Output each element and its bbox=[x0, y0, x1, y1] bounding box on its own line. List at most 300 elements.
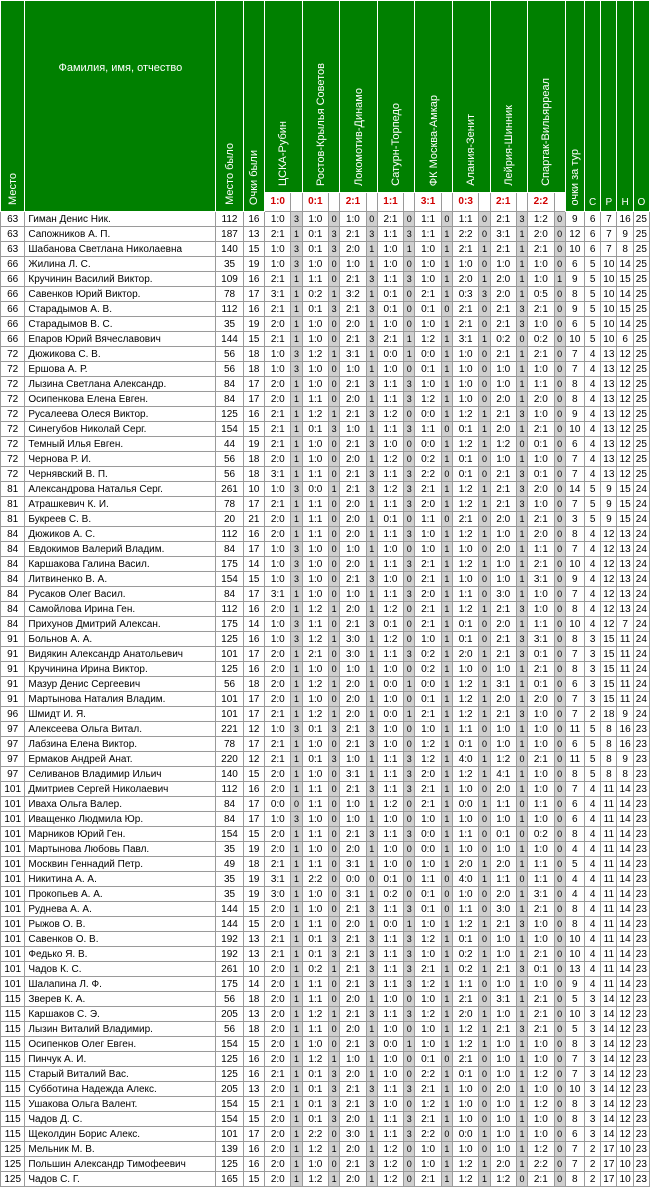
cell-o: 23 bbox=[633, 887, 649, 902]
cell-prediction: 2:1 bbox=[528, 992, 554, 1007]
cell-match-points: 1 bbox=[441, 287, 452, 302]
cell-prediction: 1:0 bbox=[452, 842, 478, 857]
cell-prediction: 0:0 bbox=[452, 797, 478, 812]
cell-prediction: 0:2 bbox=[377, 887, 403, 902]
table-row bbox=[1, 1007, 650, 1022]
cell-prediction: 2:1 bbox=[415, 797, 441, 812]
cell-r: 13 bbox=[601, 392, 617, 407]
cell-prediction: 0:1 bbox=[302, 932, 328, 947]
cell-prediction: 0:1 bbox=[528, 962, 554, 977]
cell-tour-points: 11 bbox=[565, 722, 584, 737]
cell-match-points: 0 bbox=[404, 1172, 415, 1187]
cell-match-points: 0 bbox=[329, 692, 340, 707]
cell-name: Русалеева Олеся Виктор. bbox=[25, 407, 216, 422]
cell-tour-points: 8 bbox=[565, 1037, 584, 1052]
cell-match-points: 0 bbox=[554, 902, 565, 917]
cell-s: 4 bbox=[584, 377, 600, 392]
cell-place-was: 144 bbox=[216, 917, 243, 932]
cell-match-points: 3 bbox=[404, 977, 415, 992]
cell-prediction: 1:0 bbox=[377, 242, 403, 257]
cell-match-points: 1 bbox=[516, 992, 527, 1007]
cell-match-points: 0 bbox=[554, 1082, 565, 1097]
cell-prediction: 2:1 bbox=[265, 707, 291, 722]
cell-match-points: 0 bbox=[329, 1022, 340, 1037]
cell-o: 23 bbox=[633, 767, 649, 782]
cell-s: 3 bbox=[584, 1082, 600, 1097]
cell-prediction: 1:0 bbox=[302, 587, 328, 602]
cell-place-was: 187 bbox=[216, 227, 243, 242]
cell-match-points: 1 bbox=[404, 1037, 415, 1052]
cell-prediction: 0:0 bbox=[377, 677, 403, 692]
cell-place: 101 bbox=[1, 917, 25, 932]
cell-prediction: 2:1 bbox=[528, 557, 554, 572]
cell-prediction: 2:1 bbox=[340, 977, 366, 992]
cell-match-points: 1 bbox=[291, 677, 302, 692]
cell-tour-points: 7 bbox=[565, 347, 584, 362]
cell-n: 13 bbox=[617, 602, 633, 617]
cell-n: 14 bbox=[617, 257, 633, 272]
cell-prediction: 4:0 bbox=[452, 752, 478, 767]
cell-match-points: 3 bbox=[291, 212, 302, 227]
cell-r: 13 bbox=[601, 467, 617, 482]
cell-place-was: 56 bbox=[216, 347, 243, 362]
cell-match-points: 3 bbox=[404, 272, 415, 287]
cell-match-points: 1 bbox=[291, 1142, 302, 1157]
cell-place: 91 bbox=[1, 662, 25, 677]
cell-prediction: 2:0 bbox=[265, 827, 291, 842]
cell-match-points: 1 bbox=[329, 287, 340, 302]
table-row bbox=[1, 452, 650, 467]
cell-n: 14 bbox=[617, 782, 633, 797]
cell-r: 11 bbox=[601, 872, 617, 887]
table-row bbox=[1, 302, 650, 317]
cell-r: 15 bbox=[601, 647, 617, 662]
cell-points-were: 16 bbox=[243, 407, 264, 422]
cell-match-points: 1 bbox=[479, 752, 490, 767]
cell-prediction: 2:2 bbox=[528, 1157, 554, 1172]
cell-prediction: 2:0 bbox=[490, 782, 516, 797]
cell-match-points: 0 bbox=[479, 362, 490, 377]
cell-match-points: 3 bbox=[291, 572, 302, 587]
cell-r: 13 bbox=[601, 347, 617, 362]
cell-match-points: 1 bbox=[441, 812, 452, 827]
cell-tour-points: 5 bbox=[565, 857, 584, 872]
cell-match-points: 3 bbox=[516, 482, 527, 497]
cell-match-points: 1 bbox=[479, 527, 490, 542]
cell-prediction: 1:0 bbox=[377, 317, 403, 332]
cell-match-points: 1 bbox=[516, 512, 527, 527]
cell-prediction: 1:0 bbox=[452, 542, 478, 557]
cell-n: 15 bbox=[617, 512, 633, 527]
cell-match-points: 1 bbox=[479, 332, 490, 347]
cell-prediction: 1:1 bbox=[528, 377, 554, 392]
cell-name: Селиванов Владимир Ильич bbox=[25, 767, 216, 782]
cell-match-points: 1 bbox=[479, 602, 490, 617]
cell-prediction: 0:2 bbox=[452, 962, 478, 977]
cell-prediction: 1:2 bbox=[452, 1022, 478, 1037]
cell-prediction: 3:1 bbox=[490, 227, 516, 242]
cell-points-were: 16 bbox=[243, 782, 264, 797]
cell-prediction: 1:0 bbox=[490, 737, 516, 752]
cell-match-points: 1 bbox=[516, 857, 527, 872]
cell-match-points: 0 bbox=[554, 707, 565, 722]
cell-match-points: 0 bbox=[479, 1112, 490, 1127]
cell-match-points: 3 bbox=[404, 392, 415, 407]
cell-n: 12 bbox=[617, 362, 633, 377]
cell-match-points: 1 bbox=[441, 1067, 452, 1082]
cell-name: Ушакова Ольга Валент. bbox=[25, 1097, 216, 1112]
cell-match-points: 0 bbox=[404, 737, 415, 752]
cell-prediction: 1:1 bbox=[452, 977, 478, 992]
cell-points-were: 14 bbox=[243, 617, 264, 632]
cell-tour-points: 8 bbox=[565, 917, 584, 932]
cell-prediction: 1:0 bbox=[340, 797, 366, 812]
cell-match-points: 1 bbox=[441, 1037, 452, 1052]
cell-tour-points: 9 bbox=[565, 407, 584, 422]
cell-match-points: 0 bbox=[554, 1157, 565, 1172]
cell-prediction: 2:0 bbox=[265, 647, 291, 662]
cell-points-were: 13 bbox=[243, 227, 264, 242]
cell-tour-points: 7 bbox=[565, 692, 584, 707]
cell-prediction: 1:2 bbox=[452, 1172, 478, 1187]
cell-prediction: 1:0 bbox=[490, 932, 516, 947]
cell-tour-points: 9 bbox=[565, 977, 584, 992]
table-row bbox=[1, 587, 650, 602]
cell-prediction: 2:1 bbox=[415, 962, 441, 977]
cell-prediction: 1:2 bbox=[528, 1097, 554, 1112]
cell-prediction: 3:1 bbox=[265, 587, 291, 602]
cell-prediction: 0:0 bbox=[415, 827, 441, 842]
cell-prediction: 0:1 bbox=[452, 617, 478, 632]
cell-match-points: 1 bbox=[479, 917, 490, 932]
cell-name: Мартынова Наталия Владим. bbox=[25, 692, 216, 707]
cell-prediction: 1:0 bbox=[528, 257, 554, 272]
cell-name: Чадов Д. С. bbox=[25, 1112, 216, 1127]
cell-match-points: 0 bbox=[479, 452, 490, 467]
cell-tour-points: 13 bbox=[565, 962, 584, 977]
cell-prediction: 2:1 bbox=[265, 407, 291, 422]
cell-match-points: 0 bbox=[516, 437, 527, 452]
cell-match-points: 0 bbox=[554, 332, 565, 347]
cell-prediction: 1:2 bbox=[377, 1172, 403, 1187]
cell-r: 8 bbox=[601, 737, 617, 752]
cell-match-points: 1 bbox=[441, 317, 452, 332]
cell-match-points: 3 bbox=[516, 602, 527, 617]
cell-o: 23 bbox=[633, 1157, 649, 1172]
cell-o: 23 bbox=[633, 917, 649, 932]
cell-prediction: 2:1 bbox=[265, 332, 291, 347]
cell-place-was: 125 bbox=[216, 662, 243, 677]
cell-o: 24 bbox=[633, 587, 649, 602]
cell-match-points: 0 bbox=[404, 842, 415, 857]
cell-match-points: 1 bbox=[291, 332, 302, 347]
cell-prediction: 0:1 bbox=[452, 737, 478, 752]
cell-match-points: 1 bbox=[441, 722, 452, 737]
cell-o: 24 bbox=[633, 527, 649, 542]
cell-match-points: 0 bbox=[404, 887, 415, 902]
cell-prediction: 1:0 bbox=[265, 557, 291, 572]
cell-name: Субботина Надежда Алекс. bbox=[25, 1082, 216, 1097]
result-match-3: 2:1 bbox=[340, 193, 366, 212]
cell-r: 15 bbox=[601, 632, 617, 647]
cell-prediction: 3:1 bbox=[340, 767, 366, 782]
cell-prediction: 1:1 bbox=[377, 962, 403, 977]
cell-match-points: 0 bbox=[291, 797, 302, 812]
cell-prediction: 1:1 bbox=[377, 527, 403, 542]
cell-tour-points: 7 bbox=[565, 497, 584, 512]
cell-place: 84 bbox=[1, 527, 25, 542]
cell-match-points: 1 bbox=[366, 602, 377, 617]
cell-match-points: 1 bbox=[291, 587, 302, 602]
cell-prediction: 2:0 bbox=[490, 857, 516, 872]
cell-match-points: 1 bbox=[366, 1142, 377, 1157]
cell-prediction: 2:0 bbox=[340, 917, 366, 932]
result-match-7: 2:1 bbox=[490, 193, 516, 212]
cell-match-points: 0 bbox=[479, 902, 490, 917]
cell-name: Чадов К. С. bbox=[25, 962, 216, 977]
cell-o: 25 bbox=[633, 437, 649, 452]
cell-prediction: 2:0 bbox=[265, 692, 291, 707]
cell-prediction: 3:1 bbox=[340, 857, 366, 872]
cell-prediction: 1:1 bbox=[302, 1022, 328, 1037]
cell-prediction: 1:0 bbox=[415, 242, 441, 257]
cell-place: 101 bbox=[1, 872, 25, 887]
cell-match-points: 1 bbox=[291, 932, 302, 947]
cell-points-were: 21 bbox=[243, 512, 264, 527]
cell-prediction: 2:2 bbox=[302, 1127, 328, 1142]
cell-prediction: 1:1 bbox=[377, 782, 403, 797]
cell-match-points: 1 bbox=[516, 977, 527, 992]
cell-match-points: 0 bbox=[479, 782, 490, 797]
cell-prediction: 2:0 bbox=[340, 842, 366, 857]
cell-tour-points: 8 bbox=[565, 527, 584, 542]
cell-o: 25 bbox=[633, 362, 649, 377]
cell-name: Шалапина Л. Ф. bbox=[25, 977, 216, 992]
cell-prediction: 2:1 bbox=[452, 317, 478, 332]
cell-match-points: 3 bbox=[404, 1007, 415, 1022]
cell-prediction: 3:0 bbox=[340, 1127, 366, 1142]
cell-tour-points: 8 bbox=[565, 902, 584, 917]
cell-prediction: 2:1 bbox=[490, 212, 516, 227]
cell-match-points: 0 bbox=[554, 467, 565, 482]
cell-prediction: 1:1 bbox=[302, 617, 328, 632]
cell-s: 5 bbox=[584, 497, 600, 512]
table-row bbox=[1, 257, 650, 272]
cell-name: Москвин Геннадий Петр. bbox=[25, 857, 216, 872]
cell-match-points: 1 bbox=[516, 347, 527, 362]
cell-match-points: 1 bbox=[441, 797, 452, 812]
cell-o: 23 bbox=[633, 1037, 649, 1052]
cell-prediction: 2:1 bbox=[340, 272, 366, 287]
cell-r: 14 bbox=[601, 1022, 617, 1037]
cell-prediction: 1:0 bbox=[490, 257, 516, 272]
cell-prediction: 0:1 bbox=[302, 722, 328, 737]
cell-prediction: 0:0 bbox=[302, 482, 328, 497]
cell-prediction: 2:0 bbox=[265, 902, 291, 917]
cell-place-was: 56 bbox=[216, 1022, 243, 1037]
cell-place: 72 bbox=[1, 362, 25, 377]
cell-tour-points: 9 bbox=[565, 572, 584, 587]
cell-match-points: 1 bbox=[441, 857, 452, 872]
cell-match-points: 1 bbox=[291, 1022, 302, 1037]
cell-match-points: 1 bbox=[441, 917, 452, 932]
col-header-place-was: Место было bbox=[216, 1, 243, 212]
cell-place-was: 154 bbox=[216, 827, 243, 842]
cell-match-points: 0 bbox=[329, 737, 340, 752]
cell-match-points: 0 bbox=[329, 902, 340, 917]
cell-match-points: 1 bbox=[366, 917, 377, 932]
cell-match-points: 1 bbox=[441, 497, 452, 512]
cell-prediction: 1:0 bbox=[528, 407, 554, 422]
cell-prediction: 1:2 bbox=[302, 1172, 328, 1187]
cell-prediction: 2:1 bbox=[415, 602, 441, 617]
table-row bbox=[1, 752, 650, 767]
cell-match-points: 1 bbox=[291, 962, 302, 977]
cell-match-points: 0 bbox=[329, 572, 340, 587]
cell-tour-points: 7 bbox=[565, 452, 584, 467]
cell-prediction: 2:0 bbox=[340, 1142, 366, 1157]
cell-prediction: 0:2 bbox=[415, 452, 441, 467]
cell-match-points: 0 bbox=[404, 1142, 415, 1157]
cell-r: 17 bbox=[601, 1142, 617, 1157]
cell-place: 66 bbox=[1, 272, 25, 287]
cell-s: 5 bbox=[584, 332, 600, 347]
cell-r: 14 bbox=[601, 1007, 617, 1022]
cell-r: 10 bbox=[601, 287, 617, 302]
cell-name: Мельник М. В. bbox=[25, 1142, 216, 1157]
cell-place: 72 bbox=[1, 422, 25, 437]
cell-match-points: 1 bbox=[516, 1097, 527, 1112]
cell-match-points: 1 bbox=[441, 362, 452, 377]
cell-match-points: 1 bbox=[441, 767, 452, 782]
cell-match-points: 1 bbox=[404, 707, 415, 722]
cell-prediction: 2:1 bbox=[452, 1052, 478, 1067]
table-row bbox=[1, 422, 650, 437]
cell-match-points: 1 bbox=[366, 992, 377, 1007]
cell-n: 6 bbox=[617, 332, 633, 347]
cell-match-points: 0 bbox=[554, 602, 565, 617]
cell-prediction: 1:0 bbox=[265, 482, 291, 497]
cell-match-points: 0 bbox=[554, 287, 565, 302]
cell-place: 101 bbox=[1, 962, 25, 977]
cell-match-points: 1 bbox=[479, 962, 490, 977]
cell-match-points: 0 bbox=[554, 827, 565, 842]
cell-match-points: 0 bbox=[329, 1037, 340, 1052]
cell-s: 2 bbox=[584, 1142, 600, 1157]
cell-match-points: 1 bbox=[441, 842, 452, 857]
cell-match-points: 3 bbox=[366, 572, 377, 587]
cell-match-points: 1 bbox=[291, 842, 302, 857]
cell-prediction: 2:2 bbox=[415, 1067, 441, 1082]
cell-match-points: 3 bbox=[329, 1097, 340, 1112]
cell-match-points: 0 bbox=[479, 347, 490, 362]
cell-prediction: 2:1 bbox=[415, 572, 441, 587]
cell-match-points: 0 bbox=[554, 527, 565, 542]
cell-match-points: 0 bbox=[329, 827, 340, 842]
cell-prediction: 1:0 bbox=[415, 542, 441, 557]
cell-match-points: 1 bbox=[366, 1052, 377, 1067]
result-match-6: 0:3 bbox=[452, 193, 478, 212]
cell-prediction: 1:2 bbox=[490, 752, 516, 767]
cell-match-points: 0 bbox=[479, 617, 490, 632]
cell-match-points: 0 bbox=[554, 242, 565, 257]
cell-place-was: 192 bbox=[216, 932, 243, 947]
cell-match-points: 0 bbox=[329, 467, 340, 482]
cell-prediction: 1:0 bbox=[490, 572, 516, 587]
cell-name: Дмитриев Сергей Николаевич bbox=[25, 782, 216, 797]
cell-prediction: 2:1 bbox=[415, 707, 441, 722]
cell-prediction: 1:2 bbox=[377, 452, 403, 467]
cell-match-points: 1 bbox=[479, 1172, 490, 1187]
cell-prediction: 1:0 bbox=[415, 1157, 441, 1172]
cell-place-was: 109 bbox=[216, 272, 243, 287]
cell-match-points: 3 bbox=[366, 962, 377, 977]
cell-match-points: 3 bbox=[366, 377, 377, 392]
cell-prediction: 2:0 bbox=[265, 1127, 291, 1142]
cell-prediction: 1:2 bbox=[490, 437, 516, 452]
cell-place-was: 125 bbox=[216, 1157, 243, 1172]
cell-name: Александрова Наталья Серг. bbox=[25, 482, 216, 497]
cell-r: 11 bbox=[601, 812, 617, 827]
cell-prediction: 1:0 bbox=[377, 842, 403, 857]
cell-match-points: 0 bbox=[554, 1037, 565, 1052]
cell-match-points: 1 bbox=[329, 632, 340, 647]
cell-s: 2 bbox=[584, 1157, 600, 1172]
cell-prediction: 2:1 bbox=[340, 932, 366, 947]
cell-name: Лызина Светлана Александр. bbox=[25, 377, 216, 392]
cell-place-was: 101 bbox=[216, 707, 243, 722]
cell-match-points: 1 bbox=[516, 527, 527, 542]
cell-match-points: 0 bbox=[404, 452, 415, 467]
cell-place: 84 bbox=[1, 617, 25, 632]
cell-name: Каршаков С. Э. bbox=[25, 1007, 216, 1022]
cell-place: 101 bbox=[1, 902, 25, 917]
cell-prediction: 1:1 bbox=[302, 527, 328, 542]
cell-r: 12 bbox=[601, 617, 617, 632]
cell-prediction: 2:1 bbox=[340, 722, 366, 737]
cell-place-was: 112 bbox=[216, 527, 243, 542]
cell-tour-points: 6 bbox=[565, 737, 584, 752]
table-row bbox=[1, 1112, 650, 1127]
cell-prediction: 3:0 bbox=[340, 647, 366, 662]
cell-match-points: 1 bbox=[404, 347, 415, 362]
cell-prediction: 1:2 bbox=[452, 527, 478, 542]
cell-name: Литвиненко В. А. bbox=[25, 572, 216, 587]
cell-points-were: 16 bbox=[243, 527, 264, 542]
cell-match-points: 0 bbox=[516, 1172, 527, 1187]
cell-prediction: 1:1 bbox=[528, 872, 554, 887]
cell-name: Алексеева Ольга Витал. bbox=[25, 722, 216, 737]
cell-prediction: 4:1 bbox=[490, 767, 516, 782]
cell-prediction: 2:1 bbox=[490, 302, 516, 317]
cell-prediction: 2:1 bbox=[265, 752, 291, 767]
cell-match-points: 1 bbox=[329, 407, 340, 422]
cell-prediction: 2:0 bbox=[528, 227, 554, 242]
cell-n: 16 bbox=[617, 737, 633, 752]
cell-match-points: 0 bbox=[479, 1097, 490, 1112]
cell-match-points: 3 bbox=[291, 482, 302, 497]
cell-o: 23 bbox=[633, 842, 649, 857]
cell-s: 4 bbox=[584, 842, 600, 857]
cell-place-was: 78 bbox=[216, 497, 243, 512]
cell-r: 11 bbox=[601, 782, 617, 797]
result-match-5: 3:1 bbox=[415, 193, 441, 212]
cell-prediction: 2:0 bbox=[265, 1052, 291, 1067]
cell-match-points: 3 bbox=[366, 272, 377, 287]
cell-match-points: 1 bbox=[479, 797, 490, 812]
cell-s: 6 bbox=[584, 227, 600, 242]
cell-r: 15 bbox=[601, 692, 617, 707]
